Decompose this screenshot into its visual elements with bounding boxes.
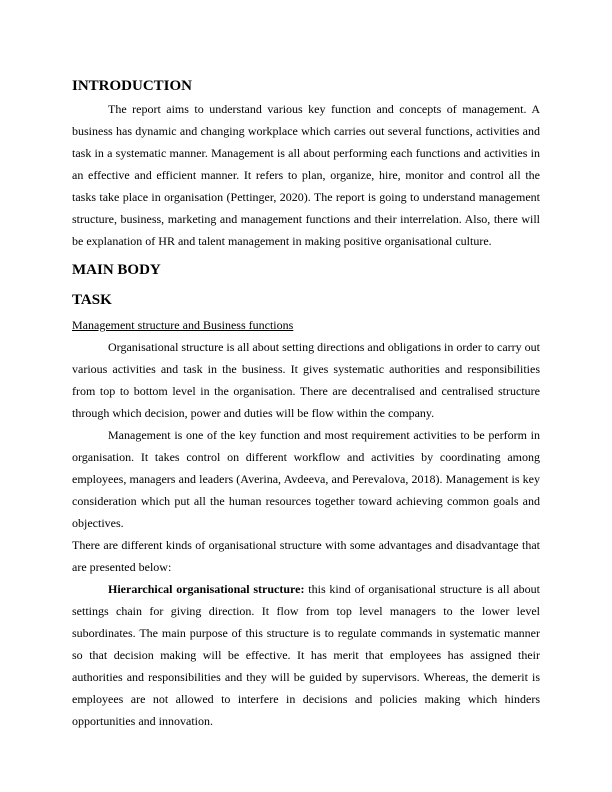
task-heading: TASK <box>72 292 112 308</box>
hierarchical-structure-text: this kind of organisational structure is all about settings chain for giving direction. It flow from top level managers to the lower level subordinates. The main purpose of this structure is to regulate commands in systematic manner so that decision making will be effective. It has merit that employees has assigned their authorities and responsibilities and they will be guided by supervisors. Whereas, the demerit is employees are not allowed to interfere in decisions and policies making which hinders opportunities and innovation. <box>72 582 541 728</box>
section-subheading: Management structure and Business functions <box>72 318 294 332</box>
introduction-paragraph: The report aims to understand various key function and concepts of management. A business has dynamic and changing workplace which carries out several functions, activities and task in a systematic manner. Management is all about performing each functions and activities in an effective and efficient manner. It refers to plan, organize, hire, monitor and control all the tasks take place in organisation (Pettinger, 2020). The report is going to understand management structure, business, marketing and management functions and their interrelation. Also, there will be explanation of HR and talent management in making positive organisational culture. <box>72 102 540 248</box>
document-page <box>72 76 540 732</box>
organisational-structure-paragraph: Organisational structure is all about setting directions and obligations in order to carry out various activities and task in the business. It gives systematic authorities and responsibilities from top to bottom level in the organisation. There are decentralised and centralised structure through which decision, power and duties will be flow within the company. <box>72 340 541 420</box>
introduction-heading: INTRODUCTION <box>72 78 193 94</box>
hierarchical-structure-paragraph <box>72 578 540 732</box>
management-paragraph: Management is one of the key function and most requirement activities to be perform in organisation. It takes control on different workflow and activities by coordinating among employees, managers and leaders (Averina, Avdeeva, and Perevalova, 2018). Management is key consideration which put all the human resources together toward achieving common goals and objectives. <box>72 428 540 530</box>
hierarchical-structure-label: Hierarchical organisational structure: <box>108 582 305 596</box>
main-body-heading: MAIN BODY <box>72 262 161 278</box>
structure-types-paragraph: There are different kinds of organisational structure with some advantages and disadvantage that are presented below: <box>72 538 540 574</box>
